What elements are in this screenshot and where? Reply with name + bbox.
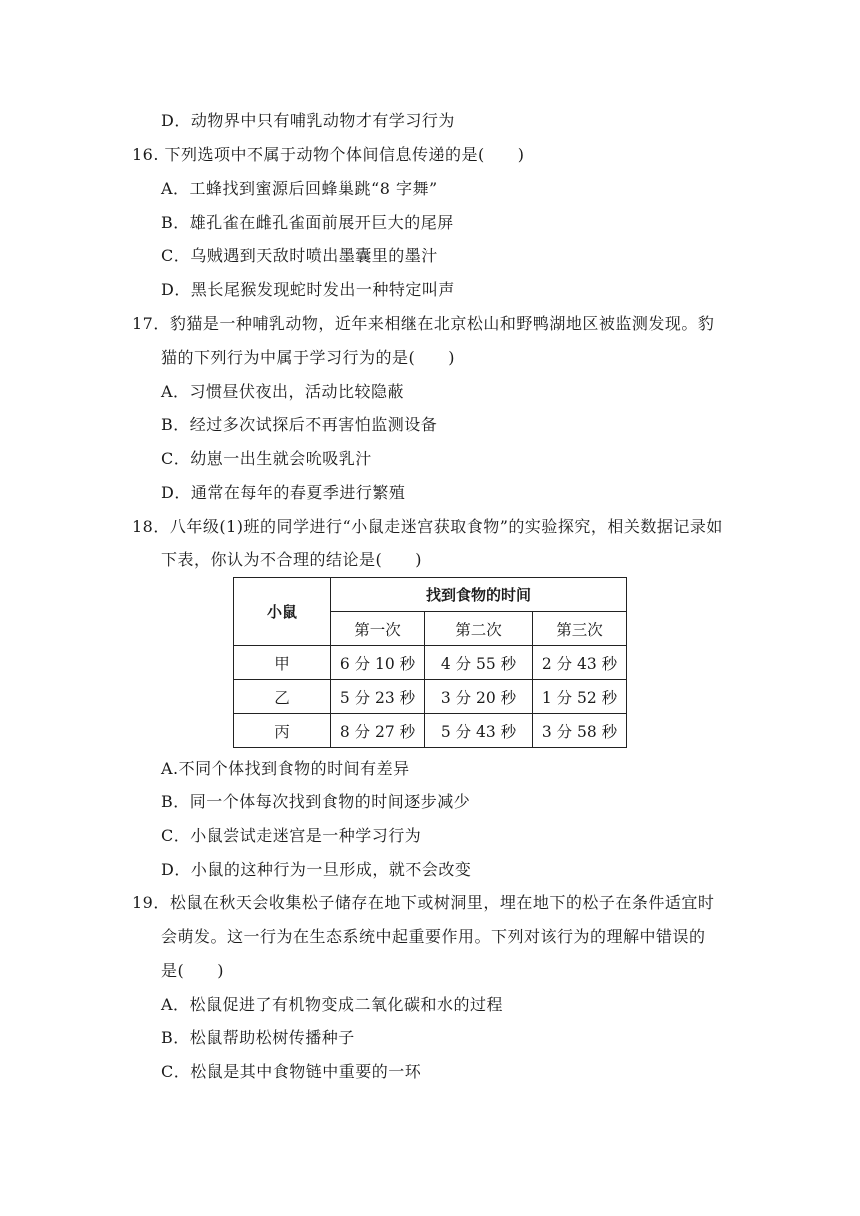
q18-data-table <box>233 577 627 748</box>
table-row-label: 丙 <box>234 714 331 748</box>
q16-option-b: B．雄孔雀在雌孔雀面前展开巨大的尾屏 <box>161 213 454 232</box>
q17-stem-line-1: 17．豹猫是一种哺乳动物，近年来相继在北京松山和野鸭湖地区被监测发现。豹 <box>132 314 715 333</box>
q19-stem-line-1: 19．松鼠在秋天会收集松子储存在地下或树洞里，埋在地下的松子在条件适宜时 <box>132 893 715 912</box>
q18-option-b: B．同一个体每次找到食物的时间逐步减少 <box>161 792 471 811</box>
table-column-header: 第三次 <box>533 612 627 646</box>
table-cell: 4 分 55 秒 <box>425 646 533 680</box>
q18-option-d: D．小鼠的这种行为一旦形成，就不会改变 <box>161 860 472 879</box>
table-cell: 8 分 27 秒 <box>331 714 425 748</box>
q19-option-c: C．松鼠是其中食物链中重要的一环 <box>161 1062 422 1081</box>
q15-option-d: D．动物界中只有哺乳动物才有学习行为 <box>161 111 455 130</box>
table-cell: 1 分 52 秒 <box>533 680 627 714</box>
table-corner-header: 小鼠 <box>234 578 331 646</box>
q16-option-d: D．黑长尾猴发现蛇时发出一种特定叫声 <box>161 280 455 299</box>
q16-option-a: A．工蜂找到蜜源后回蜂巢跳“8 字舞” <box>161 179 438 198</box>
q18-stem-line-2: 下表，你认为不合理的结论是( ) <box>161 550 422 569</box>
table-cell: 5 分 43 秒 <box>425 714 533 748</box>
table-column-header: 第一次 <box>331 612 425 646</box>
table-cell: 3 分 58 秒 <box>533 714 627 748</box>
q18-option-a: A.不同个体找到食物的时间有差异 <box>161 759 410 778</box>
q19-stem-line-3: 是( ) <box>161 961 224 980</box>
q17-option-c: C．幼崽一出生就会吮吸乳汁 <box>161 449 372 468</box>
table-cell: 2 分 43 秒 <box>533 646 627 680</box>
table-row <box>234 714 627 748</box>
table-cell: 5 分 23 秒 <box>331 680 425 714</box>
q19-stem-line-2: 会萌发。这一行为在生态系统中起重要作用。下列对该行为的理解中错误的 <box>161 927 706 946</box>
q18-option-c: C．小鼠尝试走迷宫是一种学习行为 <box>161 826 422 845</box>
table-cell: 3 分 20 秒 <box>425 680 533 714</box>
table-group-header: 找到食物的时间 <box>331 578 627 612</box>
q17-option-b: B．经过多次试探后不再害怕监测设备 <box>161 415 438 434</box>
table-row-label: 甲 <box>234 646 331 680</box>
q19-option-b: B．松鼠帮助松树传播种子 <box>161 1028 355 1047</box>
table-row-label: 乙 <box>234 680 331 714</box>
table-row <box>234 680 627 714</box>
table-column-header: 第二次 <box>425 612 533 646</box>
q16-option-c: C．乌贼遇到天敌时喷出墨囊里的墨汁 <box>161 246 438 265</box>
q19-option-a: A．松鼠促进了有机物变成二氧化碳和水的过程 <box>161 995 504 1014</box>
q17-stem-line-2: 猫的下列行为中属于学习行为的是( ) <box>161 348 455 367</box>
q17-option-a: A．习惯昼伏夜出，活动比较隐蔽 <box>161 382 405 401</box>
q16-stem: 16. 下列选项中不属于动物个体间信息传递的是( ) <box>132 145 525 164</box>
table-cell: 6 分 10 秒 <box>331 646 425 680</box>
q18-stem-line-1: 18．八年级(1)班的同学进行“小鼠走迷宫获取食物”的实验探究，相关数据记录如 <box>132 517 723 536</box>
table-row <box>234 646 627 680</box>
q17-option-d: D．通常在每年的春夏季进行繁殖 <box>161 483 406 502</box>
